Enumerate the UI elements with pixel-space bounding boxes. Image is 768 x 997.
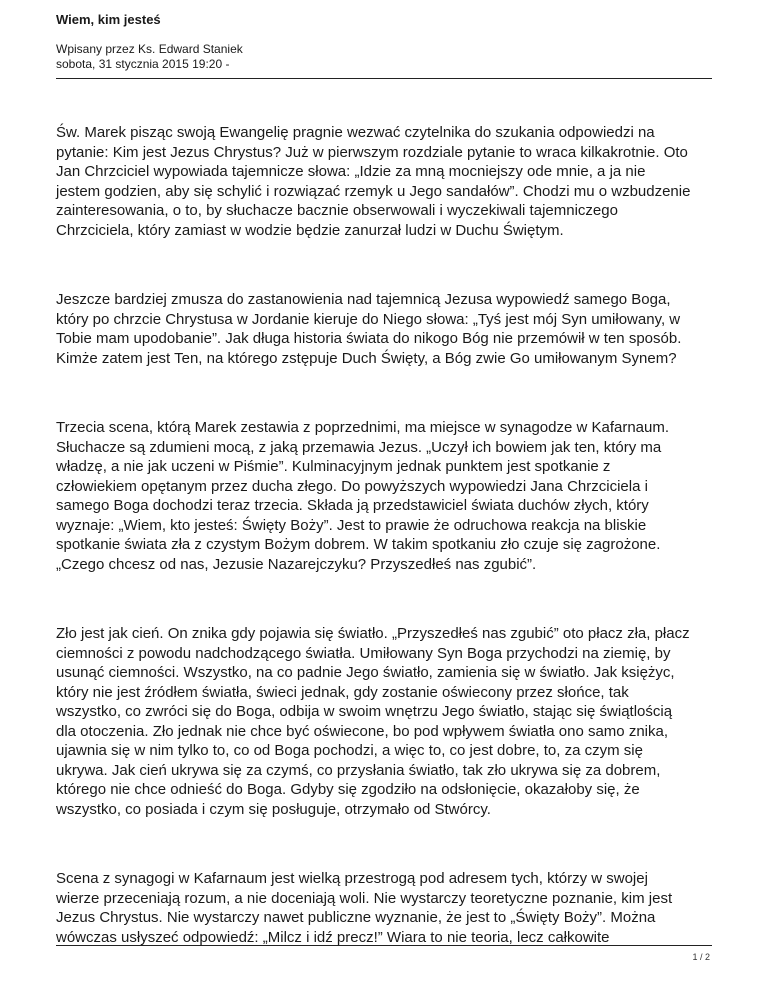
header-divider: [56, 78, 712, 79]
paragraph-2: Jeszcze bardziej zmusza do zastanowienia nad tajemnicą Jezusa wypowiedź samego Boga, który po chrzcie Chrystusa w Jordanie kieruje do Niego słowa: „Tyś jest mój Syn umiłowany, w Tobie mam upodobanie”. Jak długa historia świata do nikogo Bóg nie przemówił w ten sposób. Kimże zatem jest Ten, na którego zstępuje Duch Święty, a Bóg zwie Go umiłowanym Synem?: [56, 291, 682, 367]
paragraph-3: Trzecia scena, którą Marek zestawia z poprzednimi, ma miejsce w synagodze w Kafarnaum. Słuchacze są zdumieni mocą, z jaką przemawia Jezus. „Uczył ich bowiem jak ten, który ma władzę, a nie jak uczeni w Piśmie”. Kulminacyjnym jednak punktem jest spotkanie z człowiekiem opętanym przez ducha złego. Do powyższych wypowiedzi Jana Chrzciciela i samego Boga dochodzi teraz trzecia. Składa ją przedstawiciel świata duchów złych, który wyznaje: „Wiem, kto jesteś: Święty Boży”. Jest to prawie że odruchowa reakcja na bliskie spotkanie świata zła z czystym Bożym dobrem. W takim spotkaniu zło czuje się zagrożone. „Czego chcesz od nas, Jezusie Nazarejczyku? Przyszedłeś nas zgubić”.: [56, 419, 670, 573]
document-header: [56, 12, 711, 72]
paragraph-5: Scena z synagogi w Kafarnaum jest wielką przestrogą pod adresem tych, którzy w swojej wierze przeceniają rozum, a nie doceniają woli. Nie wystarczy teoretyczne poznanie, kim jest Jezus Chrystus. Nie wystarczy nawet publiczne wyznanie, że jest to „Święty Boży”. Można wówczas usłyszeć odpowiedź: „Milcz i idź precz!” Wiara to nie teoria, lecz całkowite: [56, 870, 673, 946]
article-title: Wiem, kim jesteś: [56, 12, 161, 27]
article-meta: [56, 42, 711, 72]
date-line: sobota, 31 stycznia 2015 19:20 -: [56, 57, 230, 71]
paragraph-4: Zło jest jak cień. On znika gdy pojawia się światło. „Przyszedłeś nas zgubić” oto płacz zła, płacz ciemności z powodu nadchodzącego światła. Umiłowany Syn Boga przychodzi na ziemię, by usunąć ciemności. Wszystko, na co padnie Jego światło, zamienia się w światło. Jak księżyc, który nie jest źródłem światła, świeci jednak, gdy zostanie oświecony przez słońce, tak wszystko, co zwróci się do Boga, odbija w swoim wnętrzu Jego światło, stając się świątlością dla otoczenia. Zło jednak nie chce być oświecone, bo pod wpływem światła ono samo znika, ujawnia się w nim tylko to, co od Boga pochodzi, a więc to, co jest dobre, to, za czym się ukrywa. Jak cień ukrywa się za czymś, co przysłania światło, tak zło ukrywa się za dobrem, którego nie chce odnieść do Boga. Gdyby się zgodziło na odsłonięcie, okazałoby się, że wszystko, co posiada i czym się posługuje, otrzymało od Stwórcy.: [56, 625, 690, 818]
paragraph-1: Św. Marek pisząc swoją Ewangelię pragnie wezwać czytelnika do szukania odpowiedzi na pytanie: Kim jest Jezus Chrystus? Już w pierwszym rozdziale pytanie to wraca kilkakrotnie. Oto Jan Chrzciciel wypowiada tajemnicze słowa: „Idzie za mną mocniejszy ode mnie, a ja nie jestem godzien, aby się schylić i rozwiązać rzemyk u Jego sandałów”. Chodzi mu o wzbudzenie zainteresowania, o to, by słuchacze bacznie obserwowali i wyczekiwali tajemniczego Chrzciciela, który zamiast w wodzie będzie zanurzał ludzi w Duchu Świętym.: [56, 124, 691, 239]
page-number: 1 / 2: [692, 952, 710, 962]
author-line: Wpisany przez Ks. Edward Staniek: [56, 42, 243, 56]
article-body: [56, 123, 716, 997]
footer-divider: [56, 945, 712, 946]
